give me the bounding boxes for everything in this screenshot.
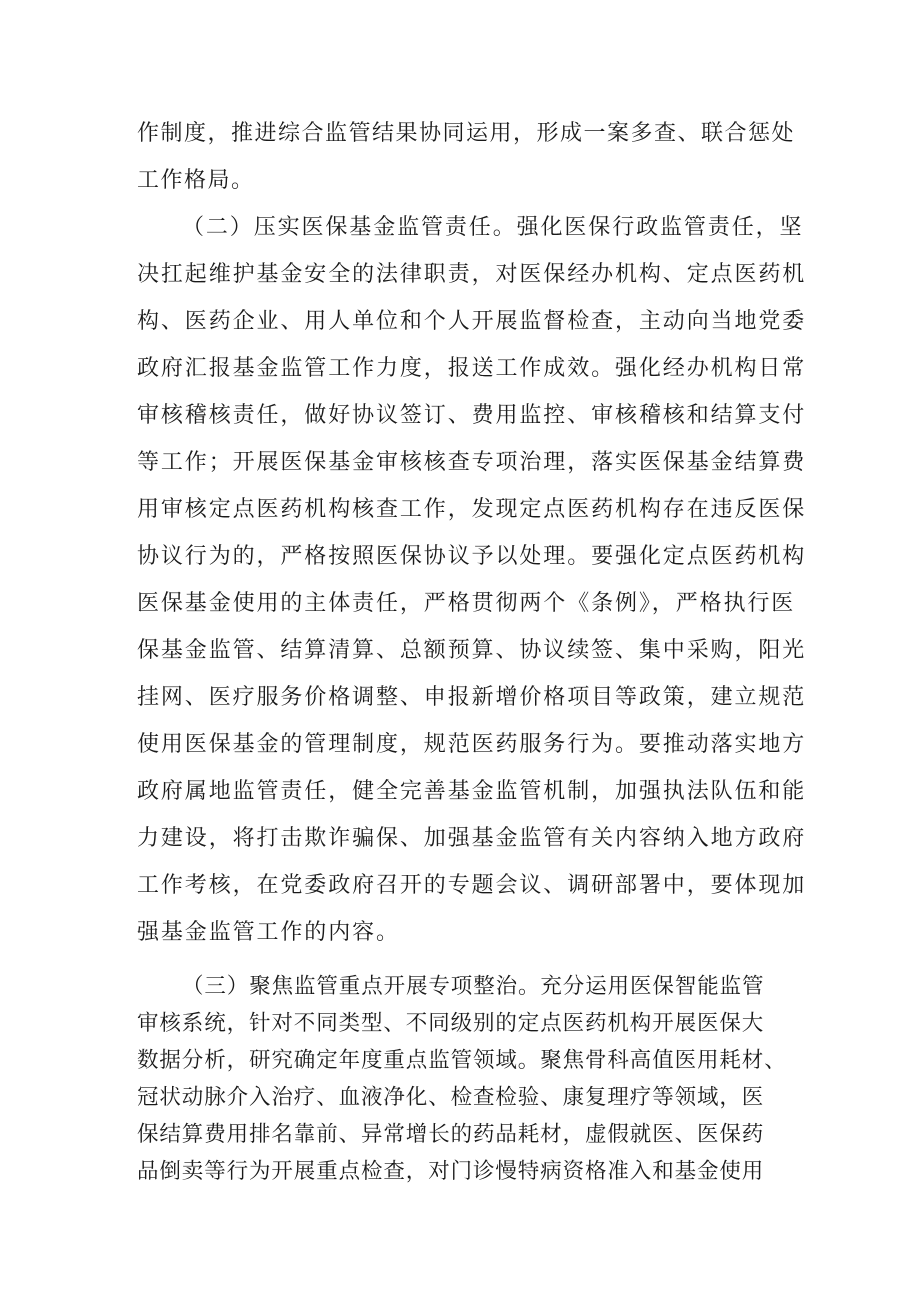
- text-line: 工作格局。: [137, 168, 255, 193]
- text-line: 政府属地监管责任，健全完善基金监管机制，加强执法队伍和能: [137, 779, 807, 804]
- text-line: 强基金监管工作的内容。: [137, 920, 400, 945]
- text-line: （三）聚焦监管重点开展专项整治。充分运用医保智能监管: [182, 974, 765, 999]
- text-line: 挂网、医疗服务价格调整、申报新增价格项目等政策，建立规范: [137, 685, 807, 710]
- text-line: 医保基金使用的主体责任，严格贯彻两个《条例》，严格执行医: [137, 591, 796, 616]
- text-line: 作制度，推进综合监管结果协同运用，形成一案多查、联合惩处: [137, 121, 796, 146]
- text-line: 用审核定点医药机构核查工作，发现定点医药机构存在违反医保: [137, 497, 807, 522]
- text-line: 冠状动脉介入治疗、血液净化、检查检验、康复理疗等领域，医: [137, 1085, 765, 1110]
- text-line: 数据分析，研究确定年度重点监管领域。聚焦骨科高值医用耗材、: [137, 1048, 787, 1073]
- text-line: 力建设，将打击欺诈骗保、加强基金监管有关内容纳入地方政府: [137, 826, 807, 851]
- text-line: 审核系统，针对不同类型、不同级别的定点医药机构开展医保大: [137, 1011, 765, 1036]
- text-line: （二）压实医保基金监管责任。强化医保行政监管责任，坚: [182, 215, 804, 240]
- text-line: 使用医保基金的管理制度，规范医药服务行为。要推动落实地方: [137, 732, 807, 757]
- text-line: 审核稽核责任，做好协议签订、费用监控、审核稽核和结算支付: [137, 403, 807, 428]
- text-line: 等工作；开展医保基金审核核查专项治理，落实医保基金结算费: [137, 450, 807, 475]
- text-line: 构、医药企业、用人单位和个人开展监督检查，主动向当地党委: [137, 309, 807, 334]
- text-line: 协议行为的，严格按照医保协议予以处理。要强化定点医药机构: [137, 544, 807, 569]
- text-line: 政府汇报基金监管工作力度，报送工作成效。强化经办机构日常: [137, 356, 807, 381]
- text-line: 保基金监管、结算清算、总额预算、协议续签、集中采购，阳光: [137, 638, 807, 663]
- text-line: 保结算费用排名靠前、异常增长的药品耗材，虚假就医、医保药: [137, 1122, 765, 1147]
- text-line: 工作考核，在党委政府召开的专题会议、调研部署中，要体现加: [137, 873, 807, 898]
- text-line: 品倒卖等行为开展重点检查，对门诊慢特病资格准入和基金使用: [137, 1159, 765, 1184]
- text-line: 决扛起维护基金安全的法律职责，对医保经办机构、定点医药机: [137, 262, 807, 287]
